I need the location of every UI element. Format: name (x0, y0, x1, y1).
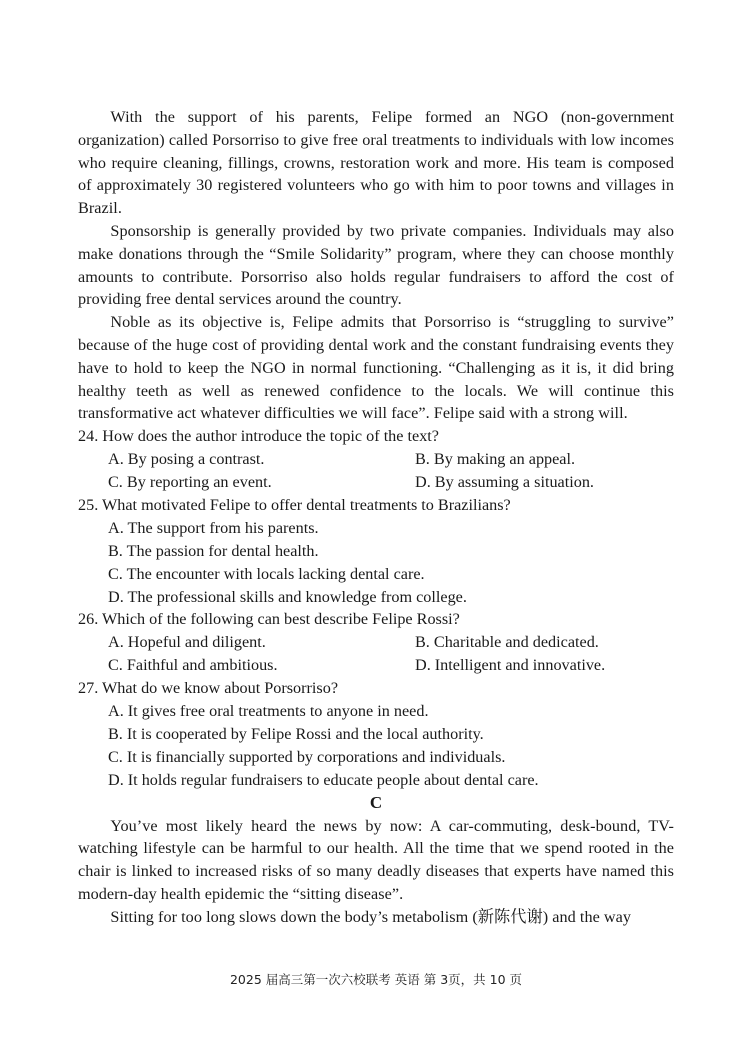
option-d: D. Intelligent and innovative. (415, 656, 606, 675)
passage-b-paragraph-3: Noble as its objective is, Felipe admits that Porsorriso is “struggling to survive” because of the huge cost of providing dental work and the constant fundraising events they have to hold to keep the NGO in normal functioning. “Challenging as it is, it did bring healthy teeth as well as renewed confidence to the locals. We will continue this transformative act whatever difficulties we will face”. Felipe said with a strong will. (78, 313, 674, 423)
option-d: D. The professional skills and knowledge from college. (108, 587, 467, 606)
option-c: C. Faithful and ambitious. (108, 656, 278, 675)
option-d: D. By assuming a situation. (415, 472, 594, 491)
option-b: B. It is cooperated by Felipe Rossi and the local authority. (108, 724, 484, 743)
question-26 (78, 608, 674, 677)
passage-b (78, 106, 674, 425)
passage-c (78, 815, 674, 929)
question-stem: 26. Which of the following can best describe Felipe Rossi? (78, 610, 460, 629)
question-options (78, 631, 674, 677)
option-a: A. The support from his parents. (108, 518, 319, 537)
option-d: D. It holds regular fundraisers to educate people about dental care. (108, 770, 539, 789)
passage-c-paragraph-1: You’ve most likely heard the news by now: A car-commuting, desk-bound, TV-watching lifestyle can be harmful to our health. All the time that we spend rooted in the chair is linked to increased risks of so many deadly diseases that experts have named this modern-day health epidemic the “sitting disease”. (78, 816, 674, 903)
option-c: C. By reporting an event. (108, 472, 272, 491)
option-b: B. By making an appeal. (415, 450, 576, 469)
option-c: C. The encounter with locals lacking dental care. (108, 564, 425, 583)
question-stem: 25. What motivated Felipe to offer dental treatments to Brazilians? (78, 495, 511, 514)
question-27 (78, 677, 674, 792)
option-b: B. The passion for dental health. (108, 541, 319, 560)
option-a: A. Hopeful and diligent. (108, 633, 266, 652)
question-stem: 24. How does the author introduce the topic of the text? (78, 427, 439, 446)
page-footer: 2025 届高三第一次六校联考 英语 第 3页，共 10 页 (229, 972, 522, 987)
question-24 (78, 425, 674, 494)
passage-b-paragraph-2: Sponsorship is generally provided by two private companies. Individuals may also make donations through the “Smile Solidarity” program, where they can choose monthly amounts to contribute. Porsorriso also holds regular fundraisers to afford the cost of providing free dental services around the country. (78, 221, 674, 309)
option-b: B. Charitable and dedicated. (415, 633, 599, 652)
exam-page (78, 106, 674, 929)
option-c: C. It is financially supported by corporations and individuals. (108, 747, 506, 766)
passage-c-paragraph-2: Sitting for too long slows down the body’s metabolism (新陈代谢) and the way (110, 907, 632, 926)
passage-b-paragraph-1: With the support of his parents, Felipe formed an NGO (non-government organization) called Porsorriso to give free oral treatments to individuals with low incomes who require cleaning, fillings, crowns, restoration work and more. His team is composed of approximately 30 registered volunteers who go with him to poor towns and villages in Brazil. (78, 108, 674, 218)
option-a: A. By posing a contrast. (108, 450, 265, 469)
question-25 (78, 494, 674, 609)
question-stem: 27. What do we know about Porsorriso? (78, 679, 339, 698)
section-heading-c: C (369, 792, 383, 812)
question-options (78, 448, 674, 494)
option-a: A. It gives free oral treatments to anyone in need. (108, 702, 429, 721)
